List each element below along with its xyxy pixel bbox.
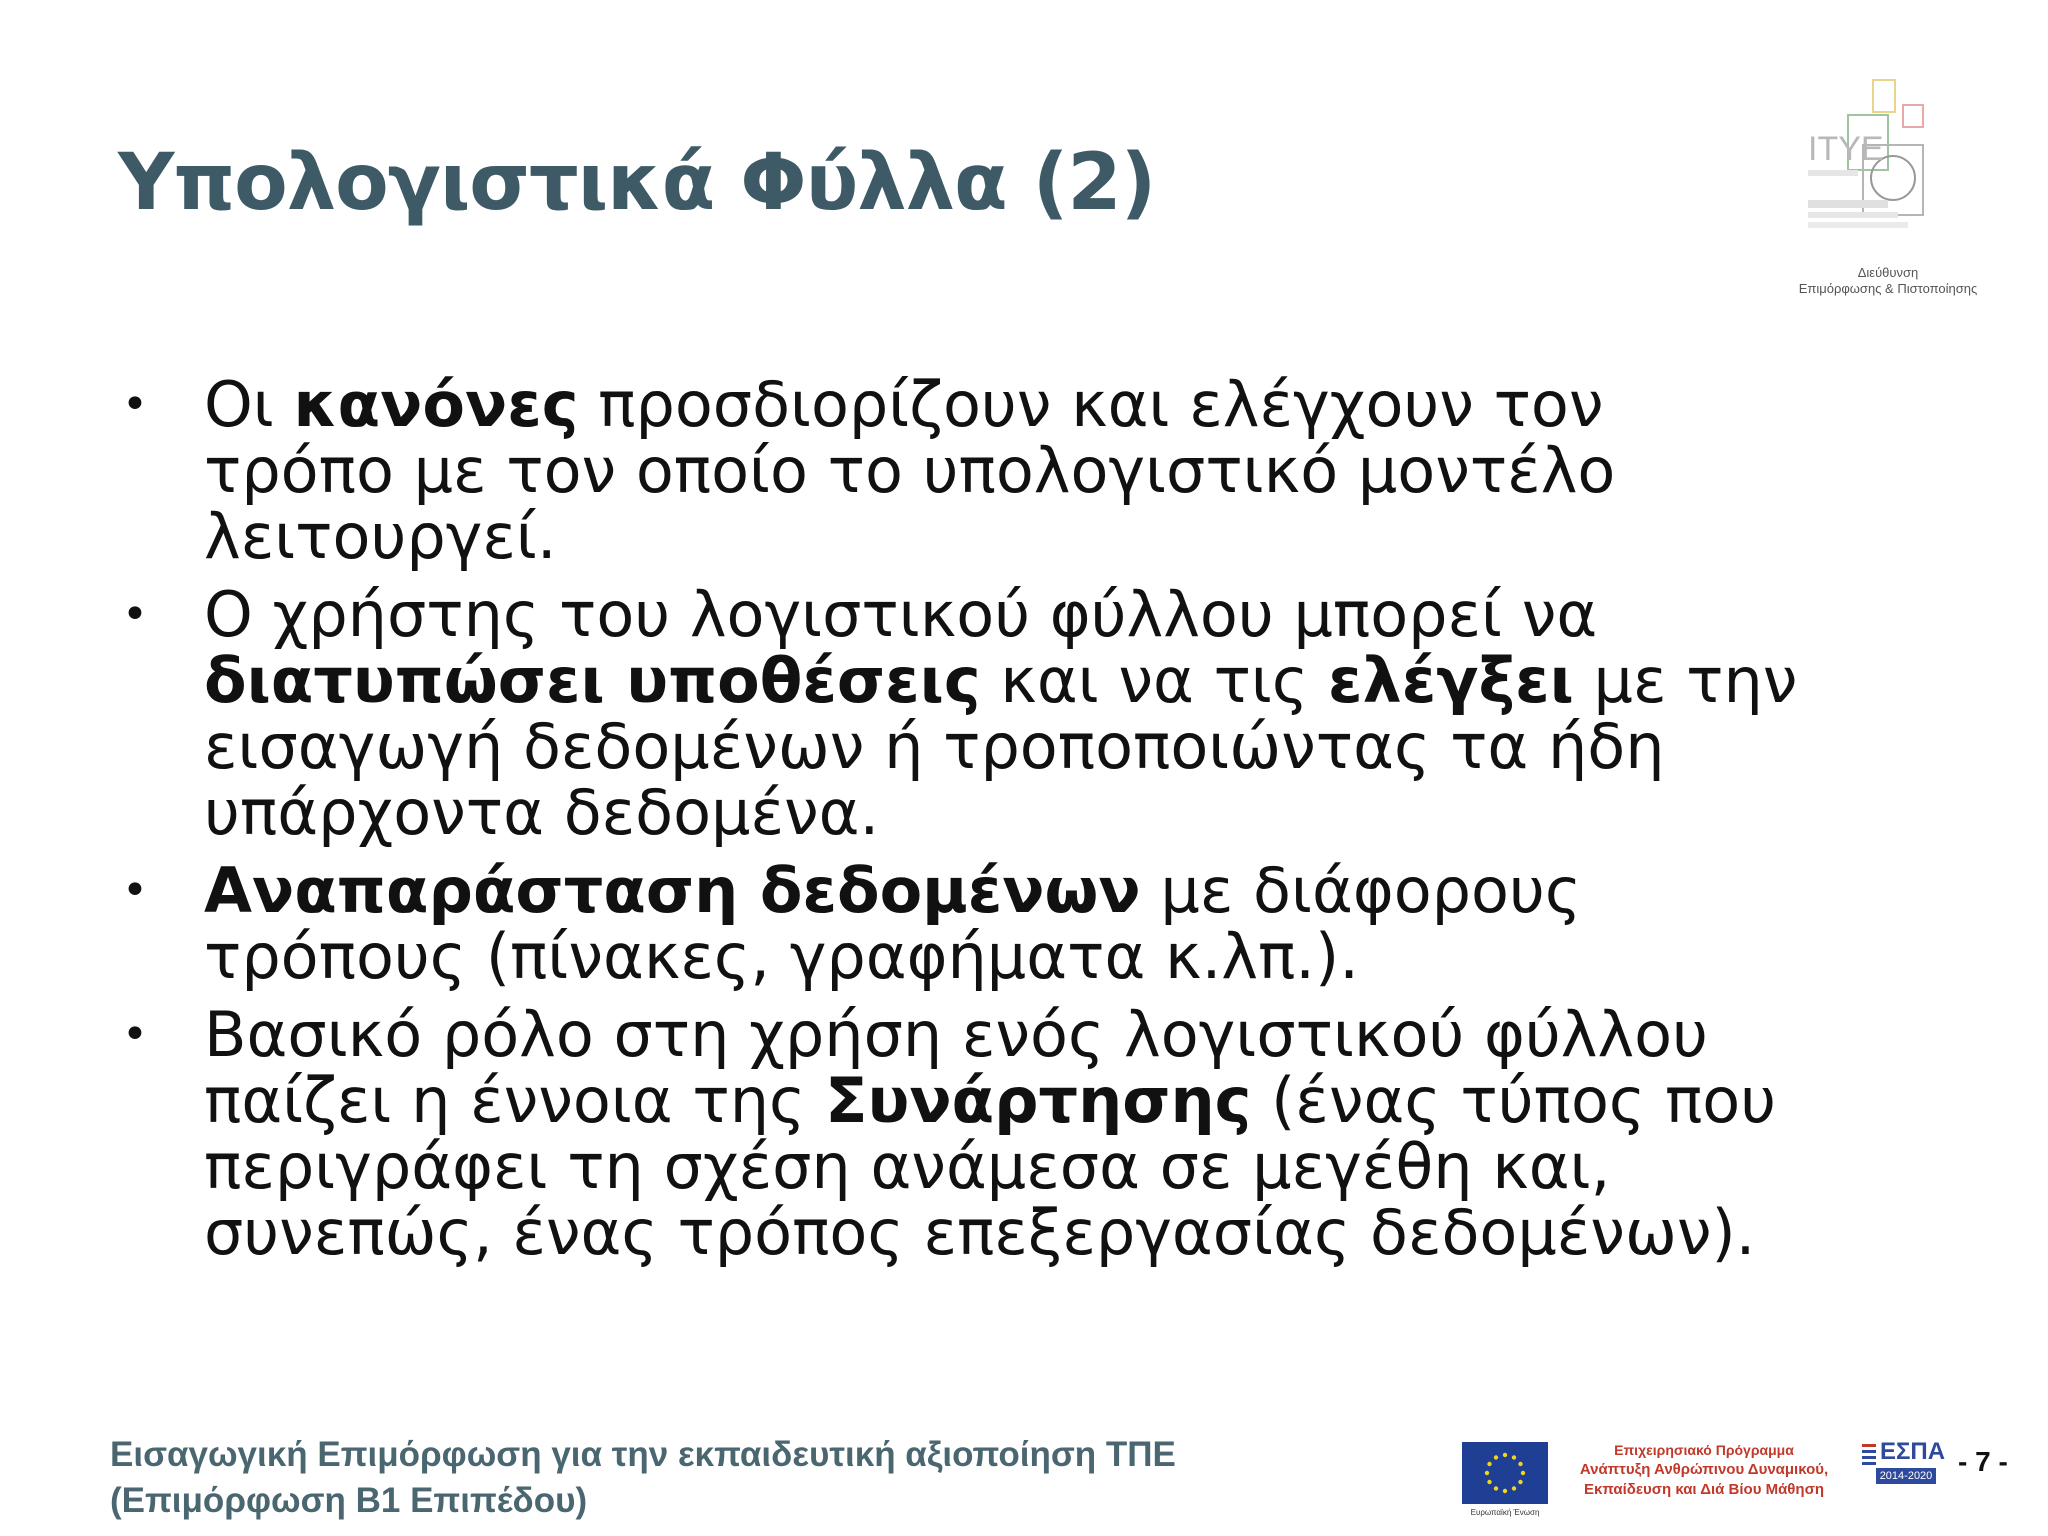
bullet-line (204, 1130, 2002, 1203)
text-segment: λειτουργεί. (204, 500, 557, 573)
logo-caption-line2: Επιμόρφωσης & Πιστοποίησης (1798, 281, 1978, 296)
text-segment: συνεπώς, ένας τρόπος επεξεργασίας δεδομένων). (204, 1196, 1756, 1269)
bullet-item (122, 854, 2002, 993)
bullet-dot: • (122, 1009, 148, 1060)
page-number: - 7 - (1958, 1446, 2008, 1477)
eu-flag-icon (1462, 1442, 1548, 1504)
text-segment: Βασικό ρόλο στη χρήση ενός λογιστικού φύλλου (204, 998, 1708, 1071)
footer-logos (1462, 1432, 2002, 1532)
bullet-line (204, 1196, 2002, 1269)
op-line3: Εκπαίδευση και Διά Βίου Μάθηση (1583, 1481, 1825, 1498)
bold-term: διατυπώσει υποθέσεις (204, 644, 981, 717)
text-segment: εισαγωγή δεδομένων ή τροποποιώντας τα ήδη (204, 710, 1665, 783)
text-segment: με την (1573, 644, 1798, 717)
espa-years: 2014-2020 (1876, 1468, 1936, 1484)
bold-term: ελέγξει (1328, 644, 1574, 717)
bullet-line (204, 368, 2002, 441)
bold-term: Συνάρτησης (825, 1064, 1252, 1137)
bullet-line (204, 854, 2002, 927)
text-segment: Ο χρήστης του λογιστικού φύλλου μπορεί να (204, 578, 1598, 651)
text-segment: με διάφορους (1140, 854, 1582, 927)
svg-text:ΙΤΥΕ: ΙΤΥΕ (1808, 130, 1884, 168)
text-segment: τρόπους (πίνακες, γραφήματα κ.λπ.). (204, 920, 1359, 993)
bullet-item (122, 578, 2002, 849)
logo-caption-line1: Διεύθυνση (1857, 265, 1919, 280)
logo-caption (1768, 265, 2008, 297)
operational-programme-logo (1564, 1440, 1844, 1500)
bold-term: Αναπαράσταση δεδομένων (204, 854, 1141, 927)
bullet-line (204, 998, 2002, 1071)
bullet-line (204, 710, 2002, 783)
ityе-logo (1768, 60, 2008, 300)
bullet-dot: • (122, 865, 148, 916)
bullet-line (204, 578, 2002, 651)
ityе-logo-icon (1788, 60, 1988, 260)
text-segment: (ένας τύπος που (1251, 1064, 1777, 1137)
eu-flag-caption: Ευρωπαϊκή Ένωση (1470, 1508, 1540, 1517)
text-segment: παίζει η έννοια της (204, 1064, 826, 1137)
bullet-line (204, 500, 2002, 573)
footer-line1: Εισαγωγική Επιμόρφωση για την εκπαιδευτική αξιοποίηση ΤΠΕ (110, 1435, 1176, 1474)
text-segment: και να τις (980, 644, 1328, 717)
text-segment: υπάρχοντα δεδομένα. (204, 776, 880, 849)
op-line2: Ανάπτυξη Ανθρώπινου Δυναμικού, (1579, 1461, 1829, 1478)
espa-title: ΕΣΠΑ (1880, 1438, 1946, 1465)
text-segment: περιγράφει τη σχέση ανάμεσα σε μεγέθη και, (204, 1130, 1611, 1203)
footer-text (110, 1432, 1176, 1524)
bullet-line (204, 776, 2002, 849)
bullet-line (204, 920, 2002, 993)
text-segment: Οι (204, 368, 294, 441)
bullet-item (122, 998, 2002, 1269)
espa-logo (1862, 1438, 1944, 1508)
text-segment: τρόπο με τον οποίο το υπολογιστικό μοντέλο (204, 434, 1616, 507)
bullet-list (122, 368, 2002, 1278)
bullet-item (122, 368, 2002, 573)
bullet-line (204, 644, 2002, 717)
op-line1: Επιχειρησιακό Πρόγραμμα (1614, 1442, 1794, 1458)
bullet-dot: • (122, 379, 148, 430)
bullet-dot: • (122, 589, 148, 640)
slide-title: Υπολογιστικά Φύλλα (2) (118, 138, 1156, 228)
text-segment: προσδιορίζουν και ελέγχουν τον (578, 368, 1604, 441)
bullet-line (204, 1064, 2002, 1137)
bullet-line (204, 434, 2002, 507)
footer-line2: (Επιμόρφωση Β1 Επιπέδου) (110, 1481, 588, 1520)
bold-term: κανόνες (293, 368, 579, 441)
